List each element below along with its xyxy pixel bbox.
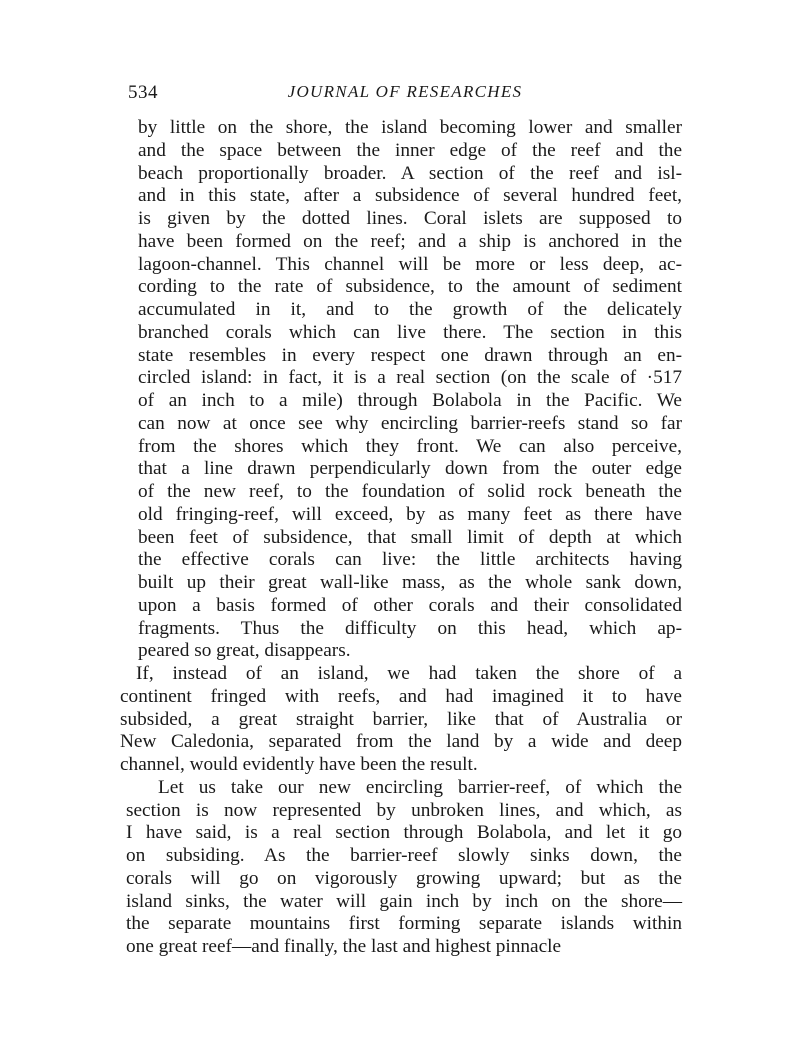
text-line: of the new reef, to the foundation of solid rock beneath the xyxy=(138,481,682,502)
text-line: upon a basis formed of other corals and their consolidated xyxy=(138,594,682,616)
paragraph xyxy=(118,663,682,777)
text-line: that a line drawn perpendicularly down from the outer edge xyxy=(138,458,682,480)
text-line: and in this state, after a subsidence of several hundred feet, xyxy=(138,185,682,207)
text-line: the separate mountains first forming separate islands within xyxy=(126,913,682,935)
text-line: is given by the dotted lines. Coral islets are supposed to xyxy=(138,208,682,229)
page-header xyxy=(128,82,682,106)
text-line: peared so great, disappears. xyxy=(138,640,351,662)
text-line: If, instead of an island, we had taken the shore of a xyxy=(136,663,682,684)
text-line: corals will go on vigorously growing upward; but as the xyxy=(126,867,682,889)
text-line: the effective corals can live: the little architects having xyxy=(138,549,682,571)
text-line: can now at once see why encircling barrier-reefs stand so far xyxy=(138,412,682,434)
text-line: I have said, is a real section through Bolabola, and let it go xyxy=(126,822,682,844)
text-line: section is now represented by unbroken lines, and which, as xyxy=(126,799,682,821)
paragraph xyxy=(118,777,682,959)
text-line: circled island: in fact, it is a real section (on the scale of ·517 xyxy=(138,367,682,389)
text-line: subsided, a great straight barrier, like that of Australia or xyxy=(120,708,682,730)
text-line: have been formed on the reef; and a ship is anchored in the xyxy=(138,230,682,252)
text-line: channel, would evidently have been the result. xyxy=(120,754,478,775)
text-line: fragments. Thus the difficulty on this head, which ap- xyxy=(138,617,682,639)
text-line: cording to the rate of subsidence, to the amount of sediment xyxy=(138,276,682,298)
text-line: state resembles in every respect one drawn through an en- xyxy=(138,344,682,366)
page-body xyxy=(118,117,682,959)
paragraph xyxy=(118,117,682,663)
text-line: lagoon-channel. This channel will be more or less deep, ac- xyxy=(138,253,682,275)
text-line: been feet of subsidence, that small limit of depth at which xyxy=(138,526,682,548)
text-line: built up their great wall-like mass, as the whole sank down, xyxy=(138,572,682,593)
running-title: JOURNAL OF RESEARCHES xyxy=(287,82,523,101)
text-line: old fringing-reef, will exceed, by as many feet as there have xyxy=(138,503,682,525)
text-line: island sinks, the water will gain inch by inch on the shore— xyxy=(126,890,682,912)
text-line: branched corals which can live there. The section in this xyxy=(138,321,682,343)
page-number: 534 xyxy=(128,82,158,103)
text-line: from the shores which they front. We can also perceive, xyxy=(138,435,682,457)
text-line: one great reef—and finally, the last and highest pinnacle xyxy=(126,936,562,957)
text-line: Let us take our new encircling barrier-reef, of which the xyxy=(158,776,682,798)
text-line: and the space between the inner edge of the reef and the xyxy=(138,139,682,161)
text-line: of an inch to a mile) through Bolabola in the Pacific. We xyxy=(138,390,682,411)
text-line: continent fringed with reefs, and had imagined it to have xyxy=(120,685,682,707)
text-line: by little on the shore, the island becoming lower and smaller xyxy=(138,117,682,138)
text-line: accumulated in it, and to the growth of the delicately xyxy=(138,299,682,320)
text-line: beach proportionally broader. A section of the reef and isl- xyxy=(138,162,682,184)
text-line: New Caledonia, separated from the land by a wide and deep xyxy=(120,731,682,753)
text-line: on subsiding. As the barrier-reef slowly sinks down, the xyxy=(126,845,682,866)
